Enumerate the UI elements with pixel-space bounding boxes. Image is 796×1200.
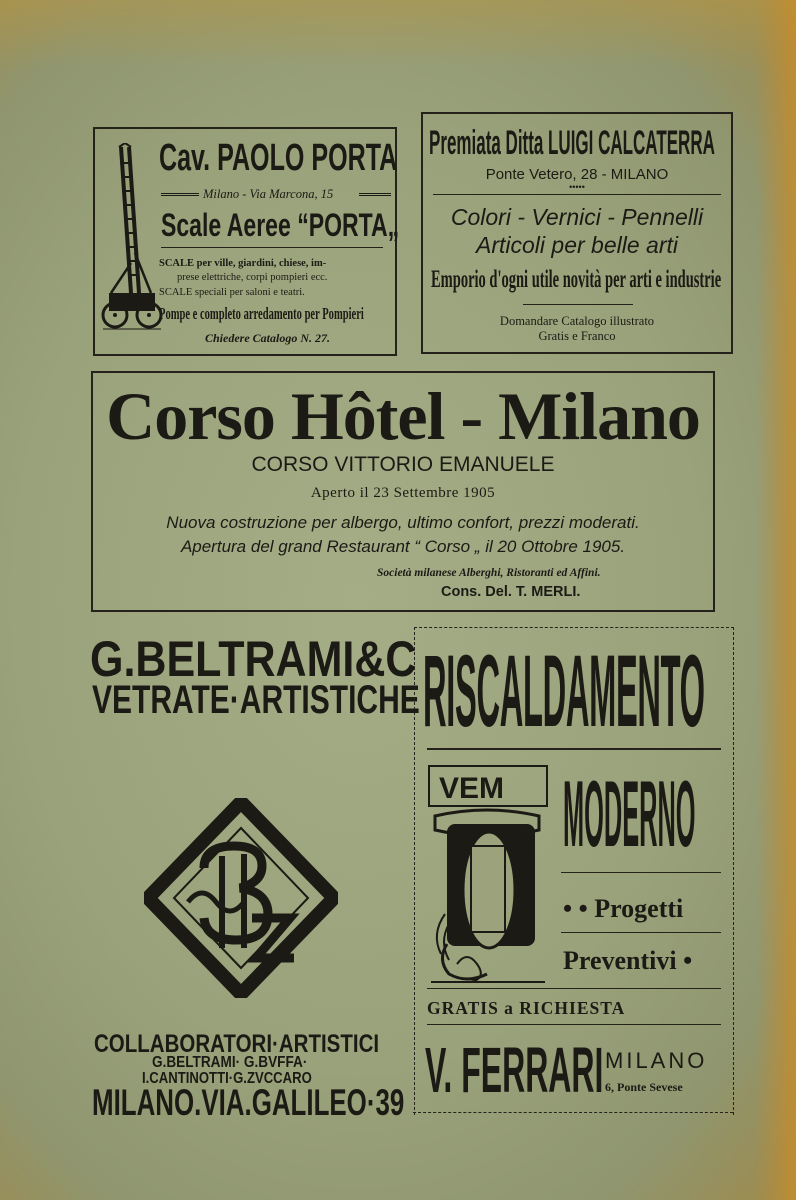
- ferrari-rule-3: [561, 932, 721, 933]
- calcaterra-address: Ponte Vetero, 28 - MILANO: [485, 166, 669, 183]
- ferrari-city: MILANO: [605, 1048, 708, 1073]
- porta-line-1: SCALE per ville, giardini, chiese, im-: [159, 258, 327, 269]
- ferrari-vem-text: VEM: [439, 772, 505, 805]
- porta-address: Milano - Via Marcona, 15: [203, 187, 334, 201]
- beltrami-address: MILANO.VIA.GALILEO·39: [92, 1082, 405, 1123]
- ferrari-rule-2: [561, 872, 721, 873]
- ferrari-rule-1: [427, 748, 721, 750]
- ferrari-rule-4: [427, 988, 721, 989]
- porta-catalog: Chiedere Catalogo N. 27.: [205, 331, 330, 345]
- beltrami-subtitle: VETRATE·ARTISTICHE: [92, 678, 420, 722]
- calcaterra-footer-2: Gratis e Franco: [538, 329, 616, 343]
- calcaterra-line-1: Colori - Vernici - Pennelli: [450, 204, 704, 230]
- beltrami-ad: [86, 630, 420, 1123]
- ferrari-moderno: MODERNO: [563, 761, 696, 866]
- ferrari-progetti: • • Progetti: [563, 894, 684, 923]
- ferrari-name: V. FERRARI: [425, 1034, 604, 1106]
- ferrari-heading: RISCALDAMENTO: [423, 634, 705, 748]
- stove-illustration: [427, 764, 551, 986]
- porta-product-rule: [161, 247, 383, 248]
- calcaterra-rule-bottom: [523, 304, 633, 305]
- hotel-cons: Cons. Del. T. MERLI.: [441, 584, 581, 600]
- calcaterra-footer-1: Domandare Catalogo illustrato: [499, 314, 655, 328]
- porta-line-3: SCALE speciali per saloni e teatri.: [159, 287, 305, 298]
- porta-ad: [93, 127, 400, 356]
- beltrami-names-1: G.BELTRAMI· G.BVFFA·: [152, 1054, 308, 1071]
- beltrami-collab: COLLABORATORI·ARTISTICI: [94, 1030, 380, 1058]
- hotel-line-2: Apertura del grand Restaurant “ Corso „ il 20 Ottobre 1905.: [180, 537, 626, 556]
- hotel-company: Società milanese Alberghi, Ristoranti ed Affini.: [377, 567, 601, 579]
- beltrami-names-2: I.CANTINOTTI·G.ZVCCARO: [142, 1070, 312, 1087]
- calcaterra-line-2: Articoli per belle arti: [476, 232, 678, 258]
- beltrami-title: G.BELTRAMI&C: [90, 631, 417, 687]
- paper-tint-top: [0, 0, 796, 70]
- ferrari-address: 6, Ponte Sevese: [605, 1080, 683, 1094]
- hotel-ad: [91, 371, 715, 612]
- hotel-title: Corso Hôtel - Milano: [106, 378, 700, 454]
- calcaterra-line-3: Emporio d'ogni utile novità per arti e industrie: [431, 266, 722, 293]
- ferrari-ad: [414, 627, 734, 1115]
- ladder-illustration: [101, 143, 163, 333]
- ferrari-preventivi: Preventivi •: [563, 946, 693, 975]
- ferrari-gratis: GRATIS a RICHIESTA: [427, 998, 626, 1018]
- porta-line-4: Pompe e completo arredamento per Pompieri: [159, 304, 364, 323]
- hotel-line-1: Nuova costruzione per albergo, ultimo confort, prezzi moderati.: [166, 513, 640, 532]
- porta-address-row: [161, 187, 391, 203]
- porta-address-right-rule: [359, 193, 391, 196]
- calcaterra-title: Premiata Ditta LUIGI CALCATERRA: [429, 124, 715, 162]
- hotel-street: CORSO VITTORIO EMANUELE: [251, 453, 555, 476]
- ferrari-rule-5: [427, 1024, 721, 1025]
- calcaterra-rule-top: [433, 194, 721, 195]
- porta-line-2: prese elettriche, corpi pompieri ecc.: [177, 272, 328, 283]
- calcaterra-dots: •••••: [569, 182, 585, 192]
- beltrami-monogram: [144, 798, 338, 998]
- paper-tint-right: [756, 0, 796, 1200]
- porta-product: Scale Aeree “PORTA„: [161, 207, 400, 243]
- hotel-opened: Aperto il 23 Settembre 1905: [310, 485, 496, 501]
- porta-address-left-rule: [161, 193, 199, 196]
- ferrari-rule-bottom: [413, 1112, 733, 1113]
- calcaterra-ad: [421, 112, 733, 354]
- porta-title: Cav. PAOLO PORTA: [159, 137, 398, 179]
